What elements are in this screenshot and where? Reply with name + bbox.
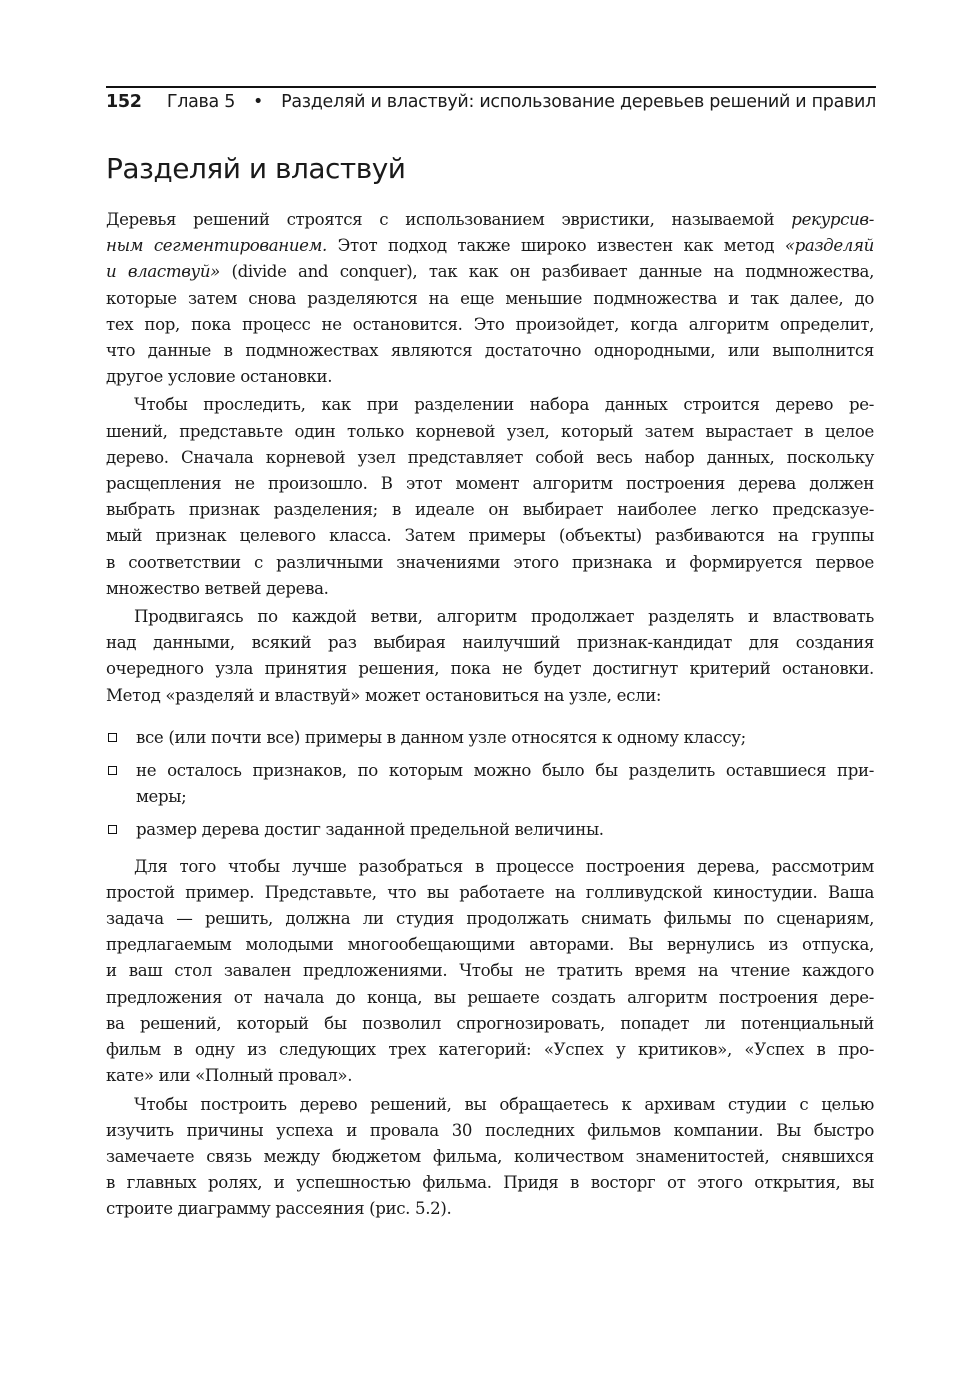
text-segment: в соответствии с различными значениями этого признака и формируется первое xyxy=(106,552,874,572)
text-line xyxy=(106,1063,874,1089)
text-line xyxy=(106,338,874,364)
text-segment: предложения от начала до конца, вы решаете создать алгоритм построения дере- xyxy=(106,987,874,1007)
text-segment: множество ветвей дерева. xyxy=(106,578,329,598)
text-line xyxy=(106,1037,874,1063)
text-segment: Чтобы проследить, как при разделении набора данных строится дерево ре- xyxy=(134,395,874,415)
paragraphs-before xyxy=(106,207,874,709)
text-line xyxy=(106,445,874,471)
italic-term: «разделяй xyxy=(784,236,874,256)
paragraph xyxy=(106,207,874,390)
text-segment: Для того чтобы лучше разобраться в процессе построения дерева, рассмотрим xyxy=(134,856,874,876)
text-line xyxy=(106,1170,874,1196)
text-segment: и ваш стол завален предложениями. Чтобы не тратить время на чтение каждого xyxy=(106,961,874,981)
chapter-label: Глава 5 xyxy=(166,92,236,112)
text-line xyxy=(106,419,874,445)
checkbox-bullet-icon xyxy=(108,733,117,742)
text-segment: меры; xyxy=(136,787,187,807)
text-line xyxy=(106,1092,874,1118)
text-line xyxy=(136,784,874,810)
text-line xyxy=(106,932,874,958)
running-header xyxy=(106,92,876,112)
text-line xyxy=(106,656,874,682)
paragraph xyxy=(106,854,874,1090)
text-segment: строите диаграмму рассеяния (рис. 5.2). xyxy=(106,1199,452,1219)
text-line xyxy=(106,906,874,932)
stop-conditions-list xyxy=(106,725,874,844)
text-segment: очередного узла принятия решения, пока не будет достигнут критерий остановки. xyxy=(106,659,874,679)
text-segment: изучить причины успеха и провала 30 последних фильмов компании. Вы быстро xyxy=(106,1120,874,1140)
text-segment: Деревья решений строятся с использованием эвристики, называемой xyxy=(106,210,792,229)
text-segment: выбрать признак разделения; в идеале он выбирает наиболее легко предсказуе- xyxy=(106,500,874,520)
text-line xyxy=(106,259,874,285)
text-segment: шений, представьте один только корневой узел, который затем вырастает в целое xyxy=(106,421,874,441)
text-line xyxy=(106,207,874,233)
text-line xyxy=(106,985,874,1011)
list-item xyxy=(106,725,874,751)
text-line xyxy=(106,364,874,390)
text-line xyxy=(106,523,874,549)
text-segment: (divide and conquer), так как он разбивает данные на подмножества, xyxy=(219,262,874,282)
text-line xyxy=(106,233,874,259)
text-segment: размер дерева достиг заданной предельной величины. xyxy=(136,820,604,840)
text-line xyxy=(106,1196,874,1222)
text-segment: в главных ролях, и успешностью фильма. Придя в восторг от этого открытия, вы xyxy=(106,1173,874,1193)
text-line xyxy=(136,725,874,751)
text-segment: предлагаемым молодыми многообещающими авторами. Вы вернулись из отпуска, xyxy=(106,935,874,955)
text-line xyxy=(106,576,874,602)
text-segment: над данными, всякий раз выбирая наилучший признак-кандидат для создания xyxy=(106,633,874,653)
text-segment: фильм в одну из следующих трех категорий: «Успех у критиков», «Успех в про- xyxy=(106,1040,874,1060)
text-line xyxy=(106,471,874,497)
checkbox-bullet-icon xyxy=(108,766,117,775)
paragraph xyxy=(106,392,874,602)
text-segment: которые затем снова разделяются на еще меньшие подмножества и так далее, до xyxy=(106,288,874,308)
text-line xyxy=(106,854,874,880)
text-segment: простой пример. Представьте, что вы работаете на голливудской киностудии. Ваша xyxy=(106,882,874,902)
italic-term: рекурсив- xyxy=(791,210,874,229)
text-line xyxy=(136,758,874,784)
section-heading: Разделяй и властвуй xyxy=(106,152,406,185)
text-segment: кате» или «Полный провал». xyxy=(106,1066,353,1086)
text-segment: Чтобы построить дерево решений, вы обращаетесь к архивам студии с целью xyxy=(134,1094,874,1114)
text-line xyxy=(106,630,874,656)
text-segment: ва решений, который бы позволил спрогнозировать, попадет ли потенциальный xyxy=(106,1013,874,1033)
text-segment: Метод «разделяй и властвуй» может остановиться на узле, если: xyxy=(106,685,662,705)
text-segment: Продвигаясь по каждой ветви, алгоритм продолжает разделять и властвовать xyxy=(134,607,874,627)
text-line xyxy=(106,497,874,523)
list-item xyxy=(106,817,874,843)
header-separator: • xyxy=(253,92,264,112)
text-segment: что данные в подмножествах являются достаточно однородными, или выполнится xyxy=(106,341,874,361)
text-segment: Этот подход также широко известен как метод xyxy=(326,236,785,256)
paragraph xyxy=(106,604,874,709)
text-segment: задача — решить, должна ли студия продолжать снимать фильмы по сценариям, xyxy=(106,909,874,929)
text-segment: тех пор, пока процесс не остановится. Это произойдет, когда алгоритм определит, xyxy=(106,314,874,334)
text-segment: дерево. Сначала корневой узел представляет собой весь набор данных, поскольку xyxy=(106,447,874,467)
text-segment: замечаете связь между бюджетом фильма, количеством знаменитостей, снявшихся xyxy=(106,1146,874,1166)
chapter-title: Разделяй и властвуй: использование деревьев решений и правил xyxy=(281,92,876,112)
paragraph xyxy=(106,1092,874,1223)
text-line xyxy=(106,604,874,630)
page-number: 152 xyxy=(106,92,142,112)
text-line xyxy=(106,683,874,709)
checkbox-bullet-icon xyxy=(108,825,117,834)
italic-term: и властвуй» xyxy=(106,262,220,282)
text-segment: мый признак целевого класса. Затем примеры (объекты) разбиваются на группы xyxy=(106,526,874,546)
text-segment: не осталось признаков, по которым можно было бы разделить оставшиеся при- xyxy=(136,761,874,781)
text-line xyxy=(106,1118,874,1144)
italic-term: ным сегментированием. xyxy=(106,236,327,256)
paragraphs-after xyxy=(106,854,874,1223)
text-line xyxy=(106,550,874,576)
text-line xyxy=(106,958,874,984)
text-line xyxy=(106,1011,874,1037)
list-item xyxy=(106,758,874,810)
body-text xyxy=(106,207,874,1225)
text-line xyxy=(106,880,874,906)
text-segment: все (или почти все) примеры в данном узле относятся к одному классу; xyxy=(136,727,746,747)
text-line xyxy=(106,1144,874,1170)
text-line xyxy=(106,286,874,312)
text-segment: расщепления не произошло. В этот момент алгоритм построения дерева должен xyxy=(106,474,874,494)
header-rule xyxy=(106,86,876,88)
text-line xyxy=(106,392,874,418)
text-line xyxy=(136,817,874,843)
text-line xyxy=(106,312,874,338)
text-segment: другое условие остановки. xyxy=(106,367,333,387)
